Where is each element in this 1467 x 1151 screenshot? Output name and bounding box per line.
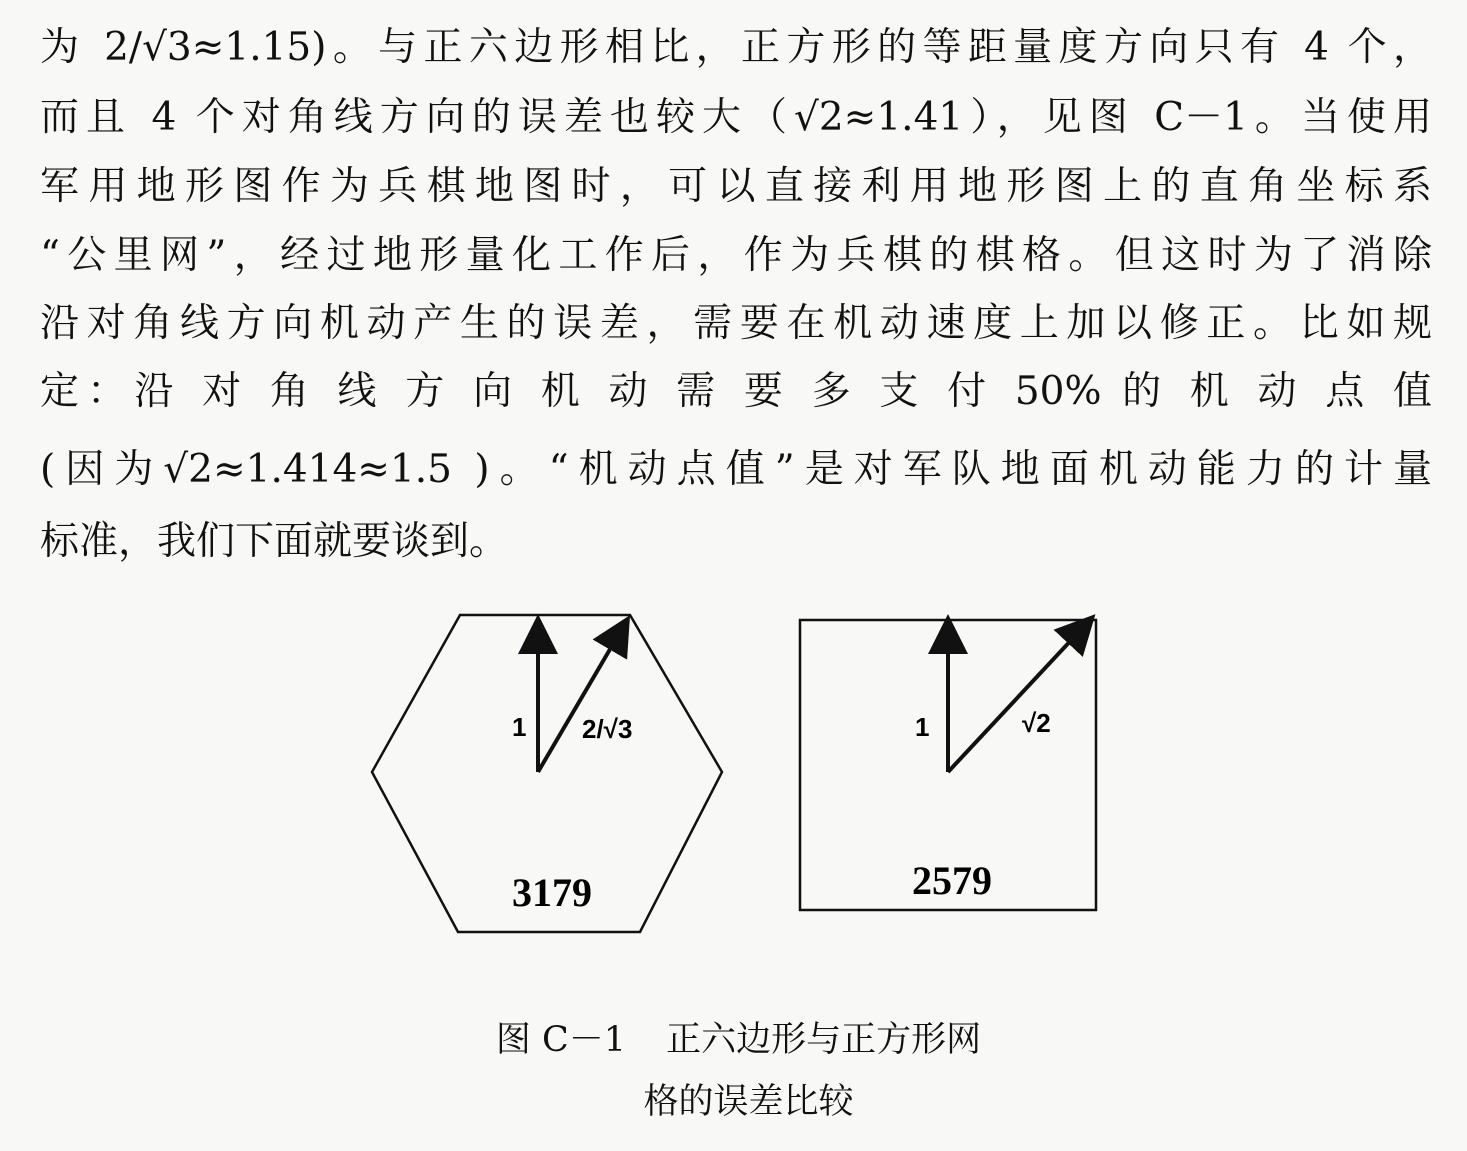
- figure-caption-line-1: [0, 1016, 1467, 1064]
- square-vertical-label: 1: [915, 712, 930, 742]
- square-diagonal-arrow: [948, 620, 1090, 772]
- paragraph-line-3: 军用地形图作为兵棋地图时，可以直接利用地形图上的直角坐标系: [40, 164, 1432, 209]
- paragraph-line-8: 标准，我们下面就要谈到。: [40, 519, 509, 564]
- figure-c1: [360, 600, 1120, 960]
- paragraph-line-1: 为 2/√3≈1.15)。与正六边形相比，正方形的等距量度方向只有 4 个，: [40, 25, 1432, 70]
- paragraph-line-6: 定：沿 对 角 线 方 向 机 动 需 要 多 支 付 50% 的 机 动 点 值: [40, 369, 1432, 414]
- paragraph-line-4: “公里网”，经过地形量化工作后，作为兵棋的棋格。但这时为了消除: [40, 233, 1432, 278]
- paragraph-line-7: (因为√2≈1.414≈1.5 )。“机动点值”是对军队地面机动能力的计量: [40, 447, 1432, 492]
- figure-caption-id: 图 C－1: [495, 1020, 627, 1060]
- square-cell: [800, 620, 1096, 910]
- square-number: 2579: [912, 858, 992, 903]
- hexagon-diagonal-label: 2/√3: [582, 714, 633, 744]
- hexagon-cell: [372, 615, 722, 932]
- hexagon-diagonal-arrow: [538, 622, 626, 772]
- figure-caption-title-2: 格的误差比较: [643, 1082, 854, 1122]
- paragraph-line-5: 沿对角线方向机动产生的误差，需要在机动速度上加以修正。比如规: [40, 301, 1432, 346]
- square-diagonal-label: √2: [1022, 708, 1051, 738]
- paragraph-line-2: 而且 4 个对角线方向的误差也较大（√2≈1.41），见图 C－1。当使用: [40, 95, 1432, 140]
- hexagon-vertical-label: 1: [512, 712, 527, 742]
- figure-svg: [360, 600, 1120, 960]
- figure-caption-title-1: 正六边形与正方形网: [666, 1020, 982, 1060]
- hexagon-number: 3179: [512, 870, 592, 915]
- figure-caption-line-2: [0, 1078, 1467, 1126]
